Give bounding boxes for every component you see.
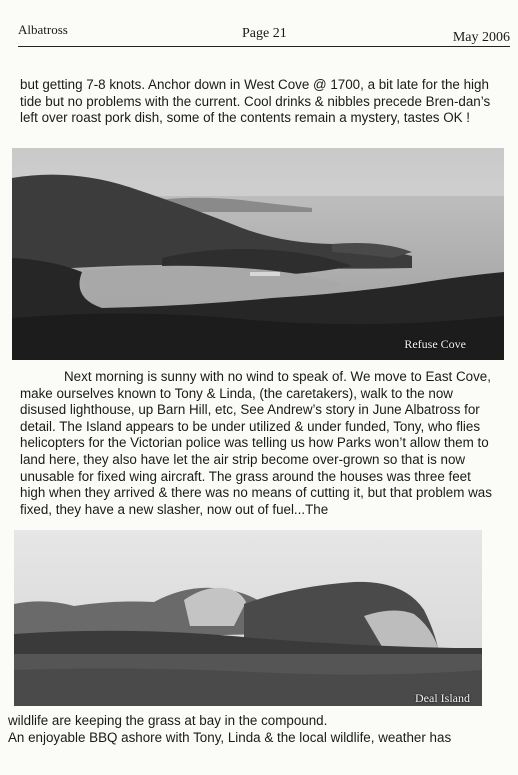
photo-caption-deal-island: Deal Island (415, 691, 470, 705)
publication-title: Albatross (18, 22, 68, 37)
page-header (18, 18, 510, 46)
photo-refuse-cove (12, 148, 504, 360)
body-paragraph-3: wildlife are keeping the grass at bay in the compound. An enjoyable BBQ ashore with Tony, Linda & the local wildlife, weather has (8, 713, 452, 745)
deal-island-image (14, 530, 482, 706)
photo-caption-refuse-cove: Refuse Cove (404, 337, 466, 351)
header-rule (18, 46, 510, 47)
body-paragraph-1: but getting 7-8 knots. Anchor down in West Cove @ 1700, a bit late for the high tide but no problems with the current. Cool drinks & nibbles precede Bren-dan’s left over roast pork dish, some of the contents remain a mystery, tastes OK ! (20, 77, 491, 126)
photo-deal-island (14, 530, 482, 706)
issue-date: May 2006 (452, 30, 510, 45)
page-number: Page 21 (242, 26, 287, 41)
refuse-cove-image (12, 148, 504, 360)
body-paragraph-2: Next morning is sunny with no wind to speak of. We move to East Cove, make ourselves known to Tony & Linda, (the caretakers), walk to the now disused lighthouse, up Barn Hill, etc, See Andrew’s story in June Albatross for detail. The Island appears to be under utilized & under funded, Tony, who flies helicopters for the Victorian police was telling us how Parks won’t allow them to land here, they also have let the air strip become over-grown so that is now unusable for fixed wing aircraft. The grass around the houses was three feet high when they arrived & there was no means of cutting it, but that problem was fixed, they have a new slasher, now out of fuel...The (20, 369, 492, 517)
